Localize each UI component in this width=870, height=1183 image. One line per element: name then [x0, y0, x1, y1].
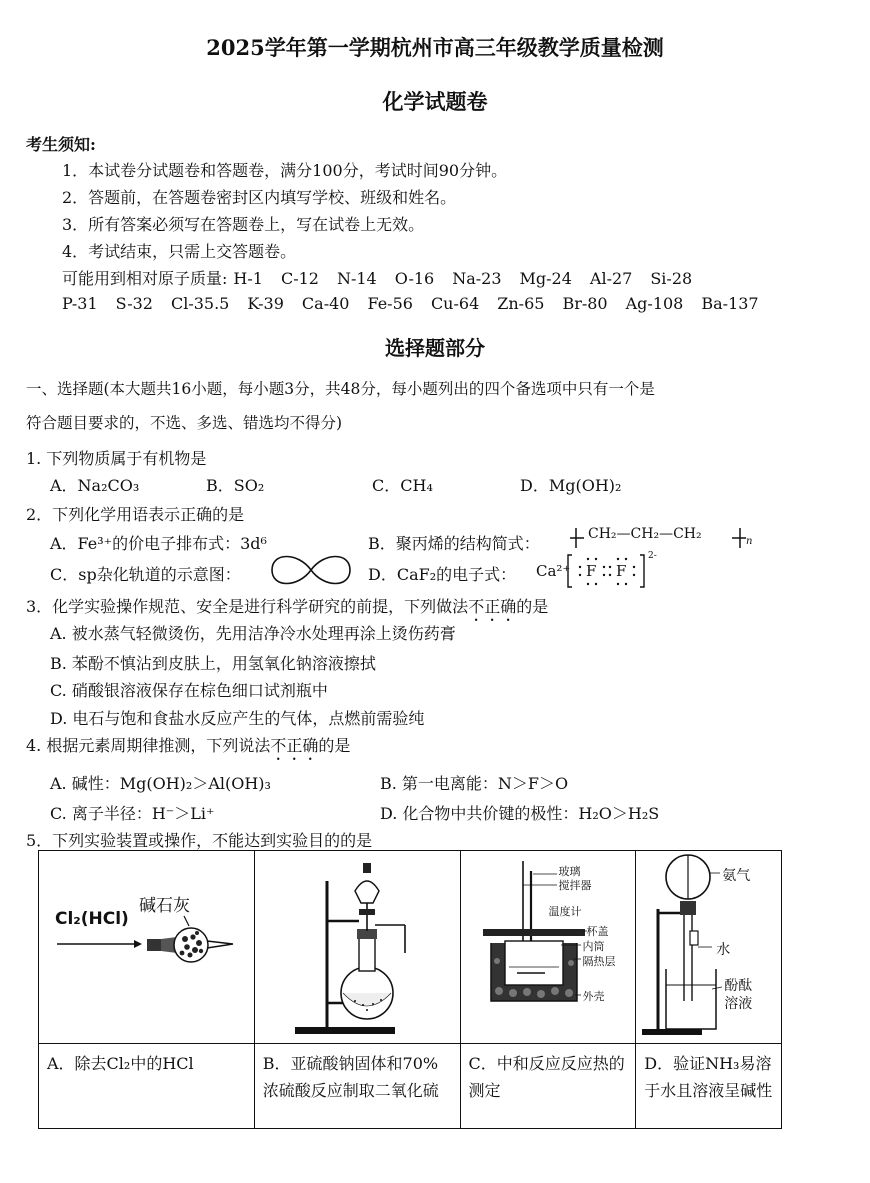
- notice-heading: 考生须知:: [26, 135, 96, 154]
- q5-caption-a: A．除去Cl₂中的HCl: [39, 1044, 255, 1129]
- mass-item: N-14: [336, 269, 377, 288]
- solution-label: 溶液: [724, 996, 753, 1012]
- polymer-n: n: [746, 536, 753, 547]
- calorimeter-label-stirrer: 搅拌器: [558, 879, 592, 892]
- calorimeter-graphic: [461, 851, 635, 1039]
- mass-item: Cl-35.5: [170, 294, 230, 313]
- q4-option-a: A. 碱性：Mg(OH)₂＞Al(OH)₃: [50, 774, 271, 793]
- atomic-mass-label: 可能用到相对原子质量:: [62, 269, 228, 288]
- mass-item: Si-28: [650, 269, 693, 288]
- notice-item-3: 3．所有答案必须写在答题卷上，写在试卷上无效。: [62, 215, 425, 234]
- q5-caption-c: C．中和反应反应热的测定: [460, 1044, 636, 1129]
- ca-ion: Ca²⁺: [536, 562, 571, 580]
- notice-item-4: 4．考试结束，只需上交答题卷。: [62, 242, 297, 261]
- fluoride-bracket-graphic: [566, 553, 650, 589]
- fountain-experiment-graphic: [636, 851, 780, 1039]
- section-intro-line-1: 一、选择题(本大题共16小题，每小题3分，共48分，每小题列出的四个备选项中只有一个是: [26, 380, 655, 398]
- mass-item: K-39: [247, 294, 284, 313]
- atomic-mass-row-2: [62, 294, 777, 313]
- q3-option-c: C. 硝酸银溶液保存在棕色细口试剂瓶中: [50, 681, 328, 700]
- gas-generator-graphic: [255, 851, 459, 1039]
- calorimeter-label-lid: 杯盖: [586, 925, 609, 938]
- mass-item: P-31: [62, 294, 98, 313]
- bracket-charge: 2-: [648, 551, 657, 561]
- q5-caption-d: D．验证NH₃易溶于水且溶液呈碱性: [636, 1044, 782, 1129]
- q3-stem-part-1: 3．化学实验操作规范、安全是进行科学研究的前提，下列做法: [26, 597, 469, 616]
- q5-figure-d: [636, 851, 782, 1044]
- section-title: 选择题部分: [385, 336, 485, 360]
- q1-option-c: C．CH₄: [372, 476, 433, 495]
- mass-item: C-12: [280, 269, 319, 288]
- calorimeter-label-inner: 内筒: [582, 940, 605, 953]
- q4-option-d: D. 化合物中共价键的极性：H₂O＞H₂S: [380, 804, 660, 823]
- fluorine-2: F: [616, 562, 627, 580]
- mass-item: Zn-65: [497, 294, 545, 313]
- ammonia-label: 氨气: [722, 868, 751, 884]
- phenolphthalein-label: 酚酞: [724, 978, 753, 994]
- mass-item: O-16: [394, 269, 435, 288]
- mass-item: S-32: [115, 294, 153, 313]
- mass-item: Fe-56: [367, 294, 413, 313]
- q5-figure-b: [254, 851, 460, 1044]
- q5-apparatus-table: [38, 850, 782, 1129]
- q2-option-a: A．Fe³⁺的价电子排布式：3d⁶: [50, 534, 267, 553]
- mass-item: Na-23: [452, 269, 502, 288]
- caf2-electron-formula: [536, 553, 656, 589]
- notice-item-2: 2．答题前，在答题卷密封区内填写学校、班级和姓名。: [62, 188, 457, 207]
- q3-stem-part-2: 的是: [516, 597, 549, 616]
- q1-option-d: D．Mg(OH)₂: [520, 476, 622, 495]
- section-intro-line-2: 符合题目要求的，不选、多选、错选均不得分): [26, 414, 343, 432]
- mass-item: Ba-137: [701, 294, 759, 313]
- q2-option-c: C．sp杂化轨道的示意图：: [50, 565, 241, 584]
- q2-stem: 2．下列化学用语表示正确的是: [26, 505, 245, 524]
- mass-item: Al-27: [589, 269, 633, 288]
- q4-stem: [26, 733, 350, 764]
- q4-stem-part-1: 4. 根据元素周期律推测，下列说法: [26, 736, 271, 755]
- mass-item: Ag-108: [625, 294, 684, 313]
- polypropylene-formula: [570, 522, 760, 552]
- q3-option-b: B. 苯酚不慎沾到皮肤上，用氢氧化钠溶液擦拭: [50, 654, 376, 673]
- atomic-mass-row-1: [62, 266, 710, 289]
- drying-tube-graphic: [39, 851, 253, 1039]
- q4-stem-part-2: 的是: [318, 736, 351, 755]
- calorimeter-label-thermometer: 温度计: [548, 905, 582, 918]
- page-subtitle: 化学试题卷: [382, 89, 488, 114]
- calorimeter-label-shell: 外壳: [582, 990, 605, 1003]
- mass-item: Mg-24: [519, 269, 572, 288]
- notice-item-1: 1．本试卷分试题卷和答题卷，满分100分，考试时间90分钟。: [62, 161, 508, 180]
- q1-stem: 1. 下列物质属于有机物是: [26, 449, 207, 468]
- q5-stem: 5．下列实验装置或操作，不能达到实验目的的是: [26, 831, 373, 850]
- q5-caption-b: B．亚硫酸钠固体和70%浓硫酸反应制取二氧化硫: [254, 1044, 460, 1129]
- water-label: 水: [716, 942, 731, 958]
- q4-option-b: B. 第一电离能：N＞F＞O: [380, 774, 569, 793]
- q4-stem-emphasis: 不正确: [270, 736, 319, 755]
- q2-option-d: D．CaF₂的电子式：: [368, 565, 517, 584]
- mass-item: Ca-40: [301, 294, 350, 313]
- q3-stem-emphasis: 不正确: [468, 597, 517, 616]
- page-title: 2025学年第一学期杭州市高三年级教学质量检测: [206, 35, 664, 60]
- q3-option-d: D. 电石与饱和食盐水反应产生的气体，点燃前需验纯: [50, 709, 425, 728]
- q3-option-a: A. 被水蒸气轻微烫伤，先用洁净冷水处理再涂上烫伤药膏: [50, 624, 456, 643]
- q2-option-b: B．聚丙烯的结构简式：: [368, 534, 540, 553]
- q5-figure-c: [460, 851, 636, 1044]
- polymer-repeat-unit: CH₂—CH₂—CH₂: [588, 526, 702, 542]
- gas-label: Cl₂(HCl): [55, 909, 129, 929]
- mass-item: Br-80: [562, 294, 608, 313]
- soda-lime-label: 碱石灰: [139, 896, 190, 916]
- q4-option-c: C. 离子半径：H⁻＞Li⁺: [50, 804, 215, 823]
- mass-item: H-1: [233, 269, 263, 288]
- calorimeter-label-insulation: 隔热层: [582, 955, 616, 968]
- q5-figure-a: [39, 851, 255, 1044]
- sp-orbital-icon: [268, 550, 354, 590]
- mass-item: Cu-64: [430, 294, 480, 313]
- q1-option-b: B．SO₂: [206, 476, 265, 495]
- q1-option-a: A．Na₂CO₃: [50, 476, 140, 495]
- calorimeter-label-glass: 玻璃: [558, 865, 581, 878]
- fluorine-1: F: [586, 562, 597, 580]
